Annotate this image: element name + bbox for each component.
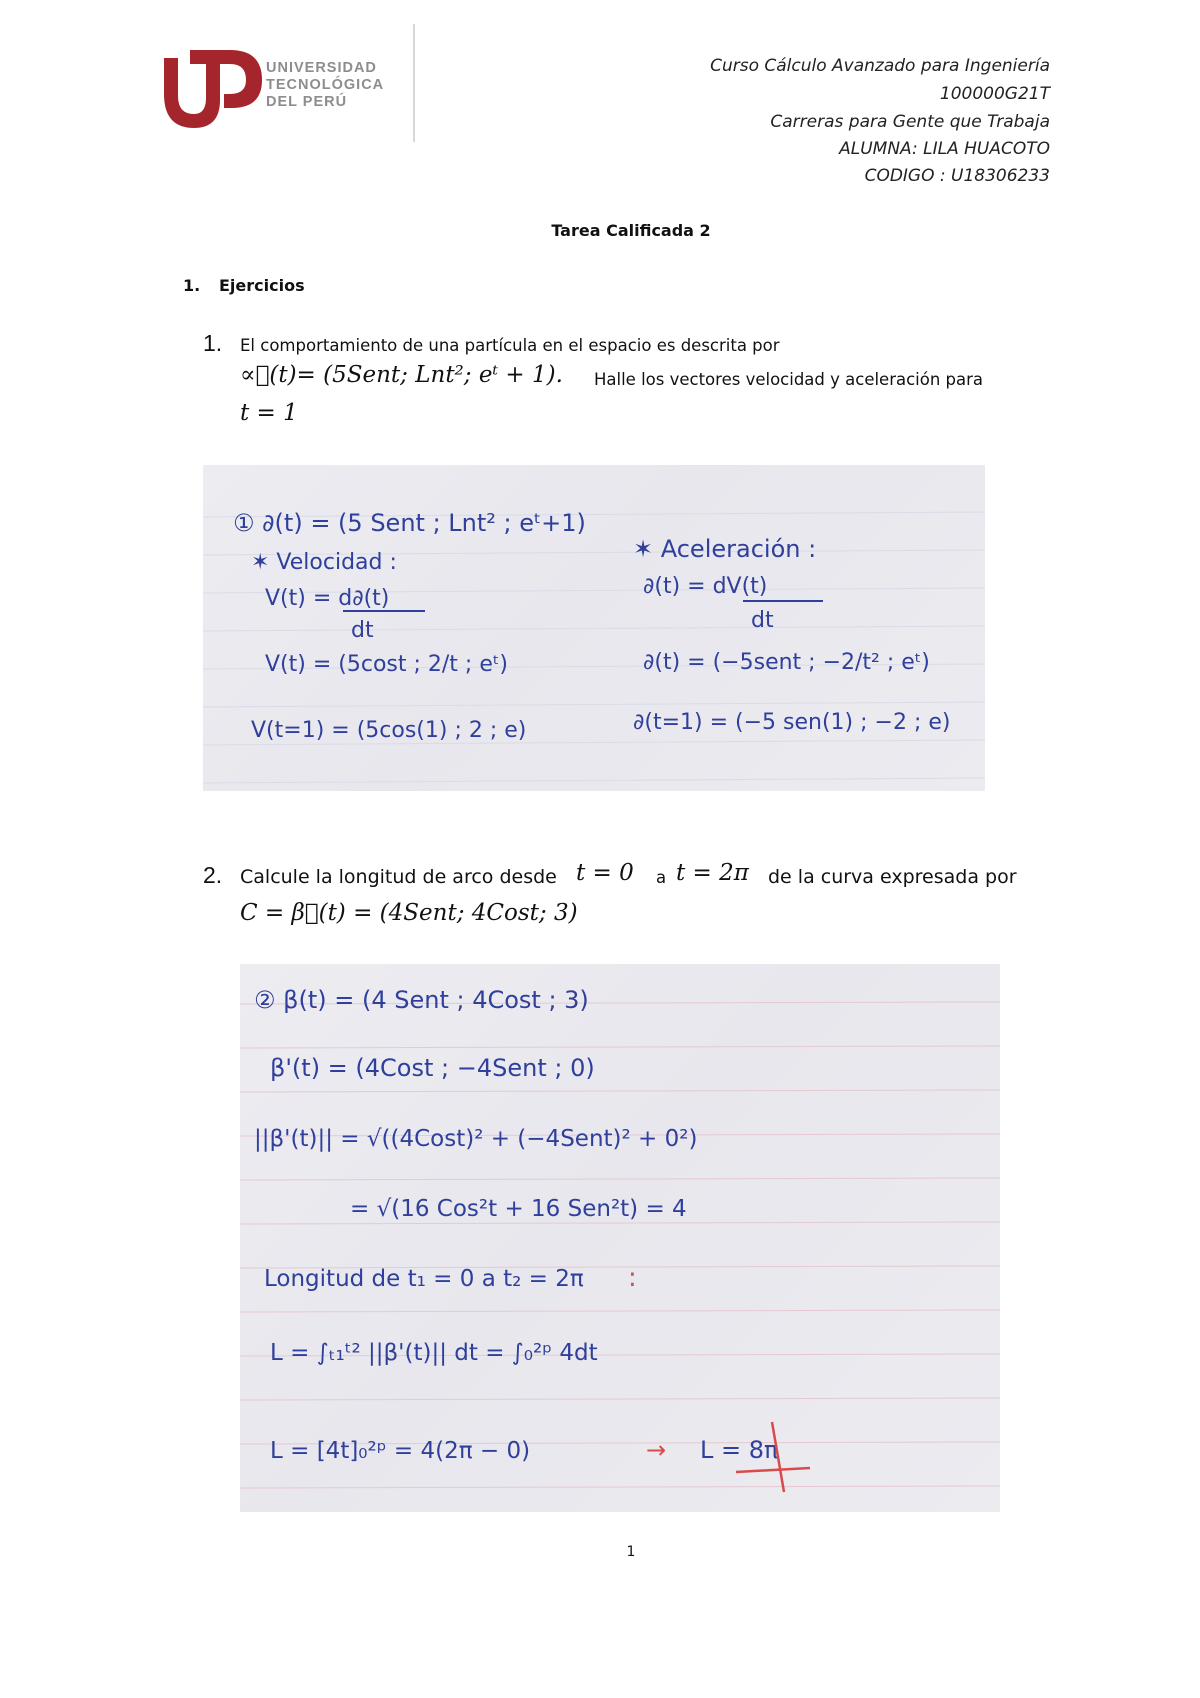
- q1-velocity-def: V(t) = d∂(t): [265, 586, 390, 611]
- q2-work-norm-value: = √(16 Cos²t + 16 Sen²t) = 4: [350, 1196, 687, 1222]
- question-1-handwritten-photo: [203, 465, 985, 791]
- logo-text-line1: UNIVERSIDAD: [266, 60, 377, 76]
- question-1-text: El comportamiento de una partícula en el espacio es descrita por: [240, 336, 780, 355]
- section-number: 1.: [183, 276, 201, 295]
- question-2-handwritten-photo: [240, 964, 1000, 1512]
- section-title: Ejercicios: [219, 276, 305, 295]
- page-number: 1: [626, 1544, 636, 1560]
- q1-velocity-def-den: dt: [351, 618, 374, 643]
- q2-work-arrow: →: [646, 1436, 667, 1464]
- q2-work-result: L = 8π: [700, 1436, 779, 1464]
- header-course: Curso Cálculo Avanzado para Ingeniería: [710, 56, 1050, 76]
- q2-work-length-colon: :: [628, 1263, 637, 1293]
- logo-divider: [413, 24, 415, 142]
- header-course-code: 100000G21T: [939, 84, 1050, 104]
- q1-acceleration-def-den: dt: [751, 608, 774, 633]
- logo-text-line3: DEL PERÚ: [266, 94, 348, 110]
- question-1-number: 1.: [203, 330, 223, 356]
- q1-acceleration-def: ∂(t) = dV(t): [643, 574, 768, 599]
- question-1-expression: ∝⃗(t)= (5Sent; Lnt²; eᵗ + 1).: [240, 362, 563, 388]
- q2-work-norm: ||β'(t)|| = √((4Cost)² + (−4Sent)² + 0²): [254, 1126, 698, 1152]
- question-2-text: Calcule la longitud de arco desde: [240, 866, 557, 888]
- q1-work-line1: ① ∂(t) = (5 Sent ; Lnt² ; eᵗ+1): [233, 509, 586, 537]
- q2-work-integral: L = ∫ₜ₁ᵗ² ||β'(t)|| dt = ∫₀²ᵖ 4dt: [270, 1340, 598, 1366]
- q2-work-line1: ② β(t) = (4 Sent ; 4Cost ; 3): [254, 986, 589, 1014]
- q1-acceleration-title: ✶ Aceleración :: [633, 535, 817, 563]
- header-program: Carreras para Gente que Trabaja: [770, 112, 1050, 132]
- logo-text-line2: TECNOLÓGICA: [266, 77, 385, 93]
- q1-velocity-derivative: V(t) = (5cost ; 2/t ; eᵗ): [265, 652, 508, 677]
- question-1-expression-t: t = 1: [240, 400, 298, 426]
- header-student: ALUMNA: LILA HUACOTO: [839, 139, 1050, 159]
- header-student-code: CODIGO : U18306233: [864, 166, 1050, 186]
- q1-velocity-at-1: V(t=1) = (5cos(1) ; 2 ; e): [251, 718, 527, 743]
- question-1-text-cont: Halle los vectores velocidad y aceleración para: [594, 370, 984, 389]
- q1-acceleration-at-1: ∂(t=1) = (−5 sen(1) ; −2 ; e): [633, 710, 951, 735]
- q2-work-derivative: β'(t) = (4Cost ; −4Sent ; 0): [270, 1054, 595, 1082]
- question-2-number: 2.: [203, 862, 223, 888]
- question-2-expression-start: t = 0: [576, 860, 634, 886]
- q1-acceleration-derivative: ∂(t) = (−5sent ; −2/t² ; eᵗ): [643, 650, 930, 675]
- q1-velocity-title: ✶ Velocidad :: [251, 550, 397, 575]
- question-2-text-cont: de la curva expresada por: [768, 866, 1017, 888]
- question-2-connector: a: [656, 868, 667, 887]
- question-2-expression-end: t = 2π: [676, 860, 749, 886]
- q2-work-length-range: Longitud de t₁ = 0 a t₂ = 2π: [264, 1266, 584, 1292]
- utp-logo-icon: [160, 44, 270, 134]
- document-title: Tarea Calificada 2: [551, 221, 711, 240]
- question-2-expression: C = β⃗(t) = (4Sent; 4Cost; 3): [240, 900, 578, 926]
- q2-work-evaluation: L = [4t]₀²ᵖ = 4(2π − 0): [270, 1438, 531, 1464]
